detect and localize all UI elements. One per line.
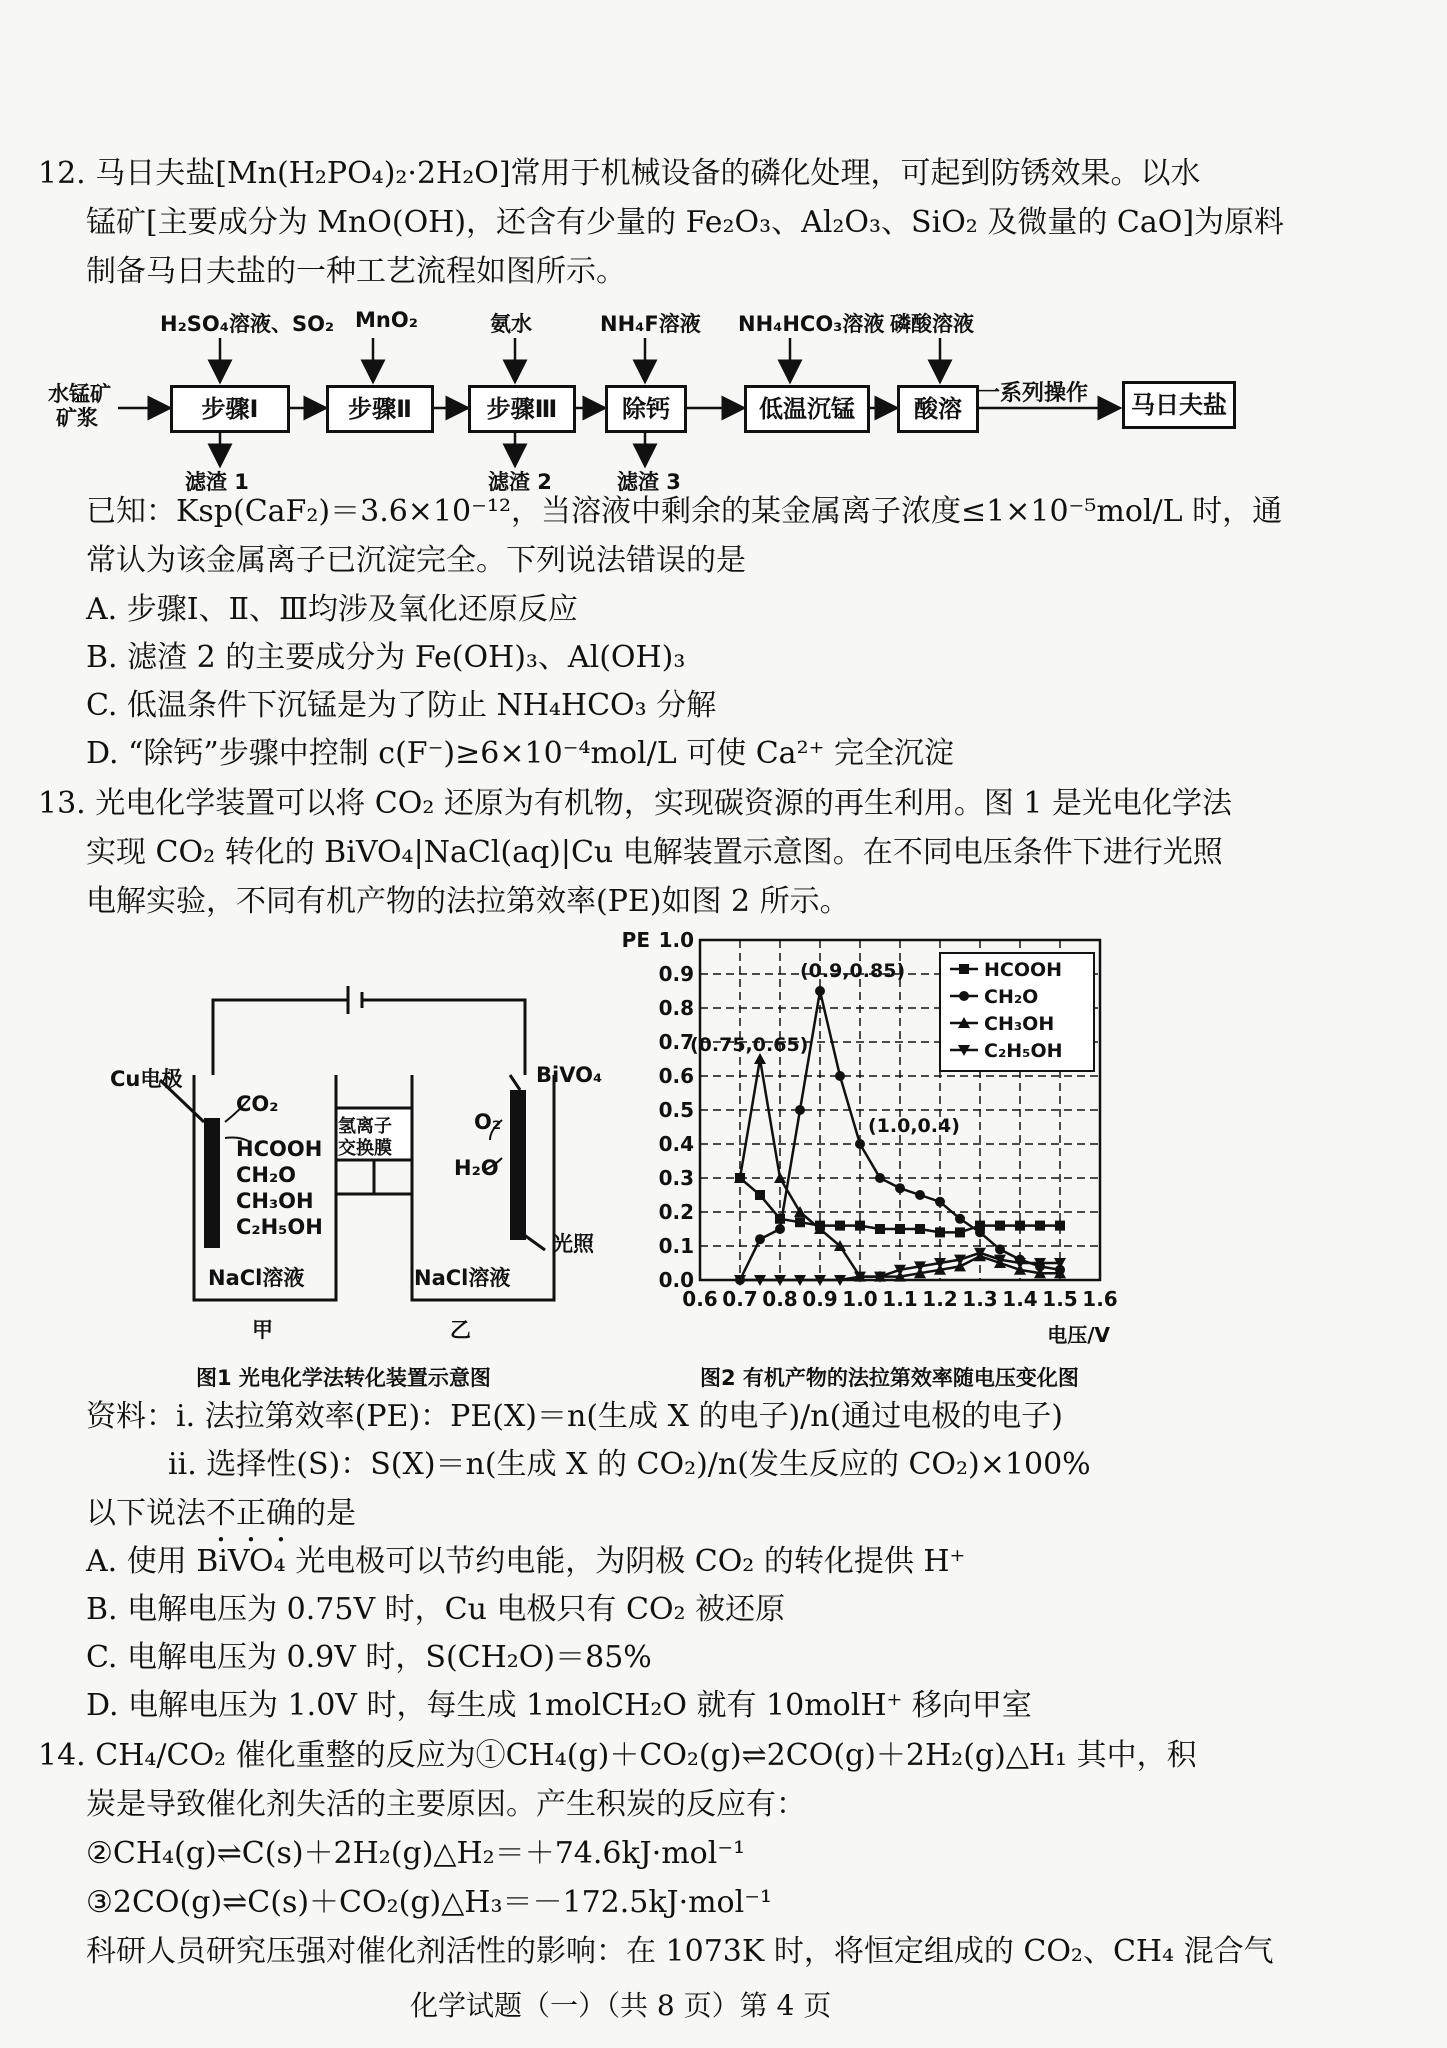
reagent-6: 磷酸溶液 [890, 312, 974, 336]
calcium-removal-box: 除钙 [605, 385, 687, 433]
data-point-series-1 [995, 1244, 1005, 1254]
q13-line3: 电解实验，不同有机产物的法拉第效率(PE)如图 2 所示。 [86, 884, 850, 919]
q12-line2: 锰矿[主要成分为 MnO(OH)，还含有少量的 Fe₂O₃、Al₂O₃、SiO₂ 及微量的 CaO]为原料 [86, 205, 1285, 240]
h2o-label: H₂O [454, 1156, 499, 1180]
reagent-2: MnO₂ [355, 308, 418, 332]
y-tick-label: 0.6 [658, 1064, 694, 1088]
q13-ask-pre: 以下说法 [86, 1496, 206, 1531]
q14-line1: 14. CH₄/CO₂ 催化重整的反应为①CH₄(g)＋CO₂(g)⇌2CO(g)＋2H₂(g)△H₁ 其中，积 [38, 1738, 1197, 1773]
data-point-series-0 [835, 1221, 845, 1231]
cu-electrode-label: Cu电极 [110, 1067, 183, 1091]
data-point-series-1 [975, 1227, 985, 1237]
q14-line4: ③2CO(g)⇌C(s)＋CO₂(g)△H₃＝－172.5kJ·mol⁻¹ [86, 1885, 773, 1920]
data-point-series-0 [795, 1217, 805, 1227]
data-point-series-1 [835, 1071, 845, 1081]
low-temp-mn-box: 低温沉锰 [744, 385, 870, 433]
x-tick-label: 1.4 [1002, 1287, 1038, 1311]
x-tick-label: 0.8 [762, 1287, 798, 1311]
membrane-label-2: 交换膜 [338, 1138, 392, 1159]
o2-label: O₂ [474, 1110, 502, 1134]
y-tick-label: 0.2 [658, 1200, 694, 1224]
legend-marker [959, 964, 969, 974]
data-point-series-0 [915, 1224, 925, 1234]
q13-option-b: B. 电解电压为 0.75V 时，Cu 电极只有 CO₂ 被还原 [86, 1592, 786, 1627]
step-3-box: 步骤Ⅲ [468, 385, 576, 433]
data-point-series-1 [895, 1183, 905, 1193]
q12-line1: 12. 马日夫盐[Mn(H₂PO₄)₂·2H₂O]常用于机械设备的磷化处理，可起到防锈效果。以水 [38, 156, 1201, 191]
product-ch3oh: CH₃OH [236, 1189, 314, 1213]
step-1-box: 步骤Ⅰ [170, 385, 290, 433]
product-ch2o: CH₂O [236, 1163, 297, 1187]
x-axis-label: 电压/V [1047, 1323, 1110, 1347]
data-point-series-1 [795, 1105, 805, 1115]
y-tick-label: 1.0 [658, 928, 694, 952]
reagent-1: H₂SO₄溶液、SO₂ [160, 312, 335, 336]
x-tick-label: 1.2 [922, 1287, 958, 1311]
data-point-series-0 [855, 1221, 865, 1231]
data-point-series-1 [875, 1173, 885, 1183]
flow-start-label-2: 矿浆 [56, 406, 98, 430]
x-tick-label: 0.7 [722, 1287, 758, 1311]
data-point-series-0 [895, 1224, 905, 1234]
co2-label: CO₂ [236, 1092, 279, 1116]
reagent-4: NH₄F溶液 [600, 312, 701, 336]
data-point-series-1 [935, 1197, 945, 1207]
q14-line5: 科研人员研究压强对催化剂活性的影响：在 1073K 时，将恒定组成的 CO₂、CH₄ 混合气 [86, 1934, 1274, 1969]
data-point-series-0 [995, 1221, 1005, 1231]
y-tick-label: 0.0 [658, 1268, 694, 1292]
legend-label: HCOOH [984, 959, 1063, 981]
reagent-3: 氨水 [490, 312, 532, 336]
q12-option-b: B. 滤渣 2 的主要成分为 Fe(OH)₃、Al(OH)₃ [86, 640, 686, 675]
q14-line3: ②CH₄(g)⇌C(s)＋2H₂(g)△H₂＝＋74.6kJ·mol⁻¹ [86, 1836, 746, 1871]
right-solution-label: NaCl溶液 [414, 1266, 511, 1290]
q13-question [86, 1494, 356, 1549]
data-point-series-1 [755, 1234, 765, 1244]
x-tick-label: 1.0 [842, 1287, 878, 1311]
q12-known-2: 常认为该金属离子已沉淀完全。下列说法错误的是 [86, 543, 746, 578]
q13-line1: 13. 光电化学装置可以将 CO₂ 还原为有机物，实现碳资源的再生利用。图 1 是光电化学法 [38, 786, 1233, 821]
y-tick-label: 0.7 [658, 1030, 694, 1054]
step-2-box: 步骤Ⅱ [326, 385, 434, 433]
data-point-series-1 [915, 1190, 925, 1200]
y-tick-label: 0.4 [658, 1132, 694, 1156]
figure2-caption: 图2 有机产物的法拉第效率随电压变化图 [700, 1366, 1079, 1390]
left-solution-label: NaCl溶液 [208, 1266, 305, 1290]
q13-option-c: C. 电解电压为 0.9V 时，S(CH₂O)＝85% [86, 1640, 652, 1675]
q13-option-a: A. 使用 BiVO₄ 光电极可以节约电能，为阴极 CO₂ 的转化提供 H⁺ [86, 1544, 966, 1579]
acid-dissolve-box: 酸溶 [897, 385, 979, 433]
data-point-series-1 [775, 1224, 785, 1234]
data-point-series-0 [1055, 1221, 1065, 1231]
x-tick-label: 1.5 [1042, 1287, 1078, 1311]
q12-line3: 制备马日夫盐的一种工艺流程如图所示。 [86, 254, 626, 289]
legend-label: CH₂O [984, 986, 1039, 1008]
reagent-5: NH₄HCO₃溶液 [738, 312, 885, 336]
data-point-series-0 [955, 1227, 965, 1237]
q13-ref-2: ⅱ. 选择性(S)：S(X)＝n(生成 X 的 CO₂)/n(发生反应的 CO₂)×100% [168, 1447, 1091, 1482]
legend-label: C₂H₅OH [984, 1040, 1063, 1062]
annotation-label: (0.75,0.65) [690, 1034, 809, 1056]
data-point-series-0 [755, 1190, 765, 1200]
residue-3: 滤渣 3 [617, 470, 681, 494]
q12-option-a: A. 步骤Ⅰ、Ⅱ、Ⅲ均涉及氧化还原反应 [86, 592, 578, 627]
residue-2: 滤渣 2 [488, 470, 552, 494]
product-box: 马日夫盐 [1122, 381, 1236, 429]
q14-line2: 炭是导致催化剂失活的主要原因。产生积炭的反应有： [86, 1787, 806, 1822]
y-tick-label: 0.1 [658, 1234, 694, 1258]
y-tick-label: 0.9 [658, 962, 694, 986]
q13-line2: 实现 CO₂ 转化的 BiVO₄|NaCl(aq)|Cu 电解装置示意图。在不同电压条件下进行光照 [86, 835, 1223, 870]
data-point-series-1 [815, 986, 825, 996]
pe-chart [590, 925, 1190, 1355]
x-tick-label: 1.6 [1082, 1287, 1118, 1311]
data-point-series-0 [875, 1224, 885, 1234]
data-point-series-1 [855, 1139, 865, 1149]
x-tick-label: 0.9 [802, 1287, 838, 1311]
q13-option-d: D. 电解电压为 1.0V 时，每生成 1molCH₂O 就有 10molH⁺ 移向甲室 [86, 1688, 1032, 1723]
data-point-series-0 [935, 1227, 945, 1237]
q13-ask-emphasis: 不正确 [206, 1496, 296, 1531]
chamber-yi-label: 乙 [450, 1318, 471, 1342]
product-c2h5oh: C₂H₅OH [236, 1215, 323, 1239]
x-tick-label: 0.6 [682, 1287, 718, 1311]
y-tick-label: 0.8 [658, 996, 694, 1020]
data-point-series-1 [955, 1214, 965, 1224]
figure1-caption: 图1 光电化学法转化装置示意图 [196, 1366, 491, 1390]
annotation-label: (1.0,0.4) [868, 1115, 960, 1137]
y-axis-label: PE [621, 928, 650, 952]
legend-marker [959, 991, 969, 1001]
series-operations-label: 一系列操作 [978, 381, 1089, 406]
flow-start-label-1: 水锰矿 [48, 382, 111, 406]
data-point-series-0 [1035, 1221, 1045, 1231]
q13-ask-post: 的是 [296, 1496, 356, 1531]
chamber-jia-label: 甲 [252, 1318, 273, 1342]
annotation-label: (0.9,0.85) [800, 960, 906, 982]
y-tick-label: 0.3 [658, 1166, 694, 1190]
q12-known-1: 已知：Ksp(CaF₂)＝3.6×10⁻¹²，当溶液中剩余的某金属离子浓度≤1×10⁻⁵mol/L 时，通 [86, 494, 1283, 529]
q12-option-c: C. 低温条件下沉锰是为了防止 NH₄HCO₃ 分解 [86, 688, 717, 723]
x-tick-label: 1.3 [962, 1287, 998, 1311]
membrane-label-1: 氢离子 [338, 1116, 392, 1137]
page-footer: 化学试题（一）（共 8 页）第 4 页 [410, 1989, 832, 2022]
q13-ref-1: 资料：ⅰ. 法拉第效率(PE)：PE(X)＝n(生成 X 的电子)/n(通过电极的电子) [86, 1399, 1064, 1434]
q12-option-d: D. “除钙”步骤中控制 c(F⁻)≥6×10⁻⁴mol/L 可使 Ca²⁺ 完全沉淀 [86, 736, 954, 771]
product-hcooh: HCOOH [236, 1137, 323, 1161]
y-tick-label: 0.5 [658, 1098, 694, 1122]
residue-1: 滤渣 1 [185, 470, 249, 494]
data-point-series-0 [1015, 1221, 1025, 1231]
light-label: 光照 [552, 1232, 594, 1256]
x-tick-label: 1.1 [882, 1287, 918, 1311]
bivo4-label: BiVO₄ [536, 1063, 603, 1087]
legend-label: CH₃OH [984, 1013, 1055, 1035]
